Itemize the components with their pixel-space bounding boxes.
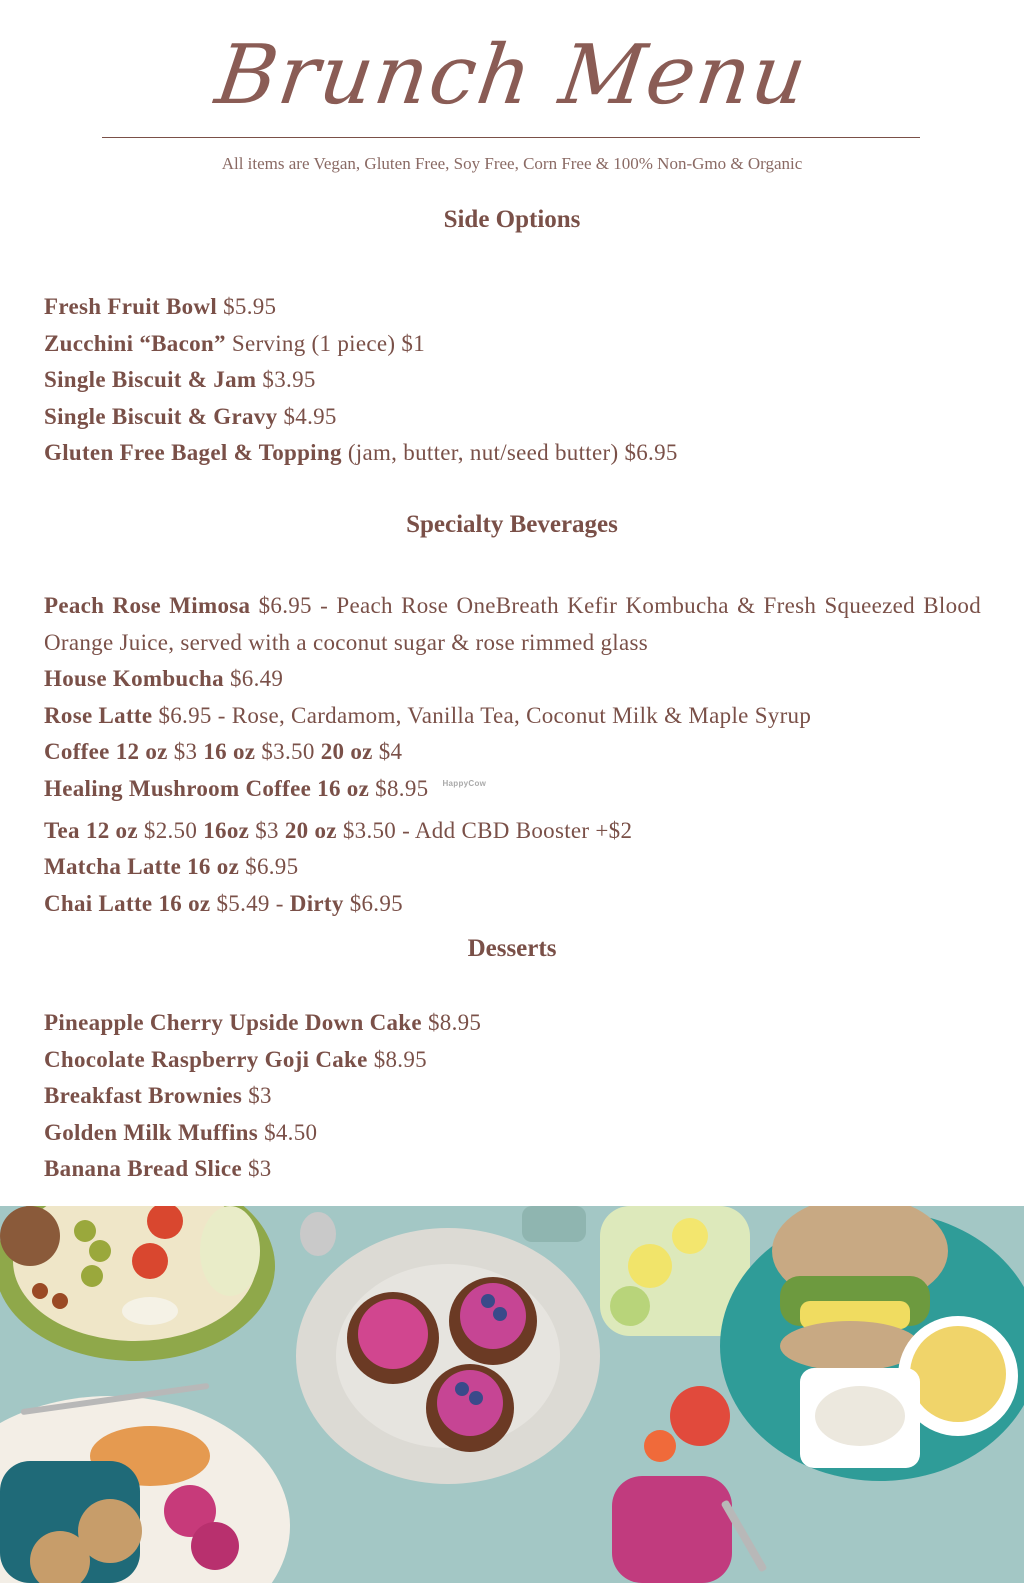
item-detail: $3.50: [255, 739, 321, 765]
item-name: Fresh Fruit Bowl: [44, 294, 218, 319]
item-detail: $3: [242, 1083, 272, 1109]
item-detail: $3.50 - Add CBD Booster +$2: [336, 817, 633, 843]
menu-item: [44, 1078, 981, 1115]
menu-item: [44, 698, 981, 735]
item-detail: $6.95 - Peach Rose OneBreath Kefir Kombucha & Fresh Squeezed Blood Orange Juice, served with a coconut sugar & rose rimmed glass: [44, 593, 981, 655]
menu-item: [44, 1005, 981, 1042]
item-detail: $4.95: [277, 403, 337, 429]
food-photo: [0, 1206, 1024, 1583]
item-name: Rose Latte: [44, 702, 153, 728]
watermark: HappyCow: [442, 778, 487, 788]
menu-item: [44, 1115, 981, 1152]
menu-item: [44, 849, 981, 886]
item-detail: $8.95: [369, 775, 429, 801]
item-name: 20 oz: [284, 817, 337, 843]
item-name: Chai Latte 16 oz: [44, 890, 211, 916]
beverages-list: [44, 588, 981, 922]
item-name: Matcha Latte 16 oz: [44, 854, 240, 880]
item-detail: $5.49 -: [210, 890, 290, 916]
item-name: Healing Mushroom Coffee 16 oz: [44, 775, 370, 801]
desserts-list: [44, 1005, 981, 1188]
item-name: Tea 12 oz: [44, 817, 138, 843]
menu-item: [44, 1151, 981, 1188]
smoothie-jar: [612, 1476, 732, 1583]
menu-item: [44, 399, 981, 436]
food-photo-illustration: [0, 1206, 1024, 1583]
item-detail: $3: [167, 739, 204, 765]
item-name: 20 oz: [320, 739, 373, 765]
item-name: House Kombucha: [44, 666, 224, 692]
menu-item: [44, 588, 981, 661]
side-options-list: [44, 289, 981, 472]
menu-title: Brunch Menu: [210, 28, 814, 123]
item-detail: $6.95: [343, 890, 403, 916]
item-name: Gluten Free Bagel & Topping: [44, 440, 342, 466]
item-detail: $4: [372, 739, 403, 765]
item-name: Golden Milk Muffins: [44, 1119, 259, 1145]
item-detail: $4.50: [258, 1119, 318, 1145]
item-name: Breakfast Brownies: [44, 1083, 243, 1109]
menu-item: [44, 734, 981, 771]
item-name: Dirty: [289, 890, 344, 916]
dietary-subtitle: All items are Vegan, Gluten Free, Soy Free, Corn Free & 100% Non-Gmo & Organic: [221, 154, 803, 173]
item-name: Chocolate Raspberry Goji Cake: [44, 1046, 368, 1072]
item-name: Coffee 12 oz: [44, 739, 168, 765]
item-name: Single Biscuit & Jam: [44, 367, 257, 393]
item-name: 16oz: [203, 817, 250, 843]
menu-item: [44, 771, 981, 813]
item-name: Pineapple Cherry Upside Down Cake: [44, 1010, 422, 1035]
menu-item: [44, 435, 981, 472]
item-detail: $3: [241, 1156, 272, 1182]
menu-item: [44, 886, 981, 923]
item-name: Peach Rose Mimosa: [44, 593, 251, 618]
item-detail: $8.95: [367, 1046, 427, 1072]
item-detail: (jam, butter, nut/seed butter) $6.95: [341, 440, 678, 466]
item-detail: $6.95 - Rose, Cardamom, Vanilla Tea, Coconut Milk & Maple Syrup: [152, 702, 812, 728]
section-heading-side-options: Side Options: [443, 206, 581, 233]
menu-item: [44, 1042, 981, 1079]
menu-item: [44, 362, 981, 399]
item-detail: $3: [249, 817, 285, 843]
item-name: Zucchini “Bacon”: [44, 330, 226, 356]
item-name: Banana Bread Slice: [44, 1156, 242, 1182]
item-name: Single Biscuit & Gravy: [44, 403, 278, 429]
item-detail: Serving (1 piece) $1: [225, 330, 425, 356]
menu-item: [44, 289, 981, 326]
item-detail: $3.95: [256, 367, 316, 393]
menu-item: [44, 813, 981, 850]
item-detail: $2.50: [137, 817, 204, 843]
title-divider: [102, 137, 920, 138]
section-heading-beverages: Specialty Beverages: [406, 511, 618, 538]
section-heading-desserts: Desserts: [467, 935, 557, 962]
item-detail: $8.95: [421, 1010, 482, 1035]
menu-item: [44, 326, 981, 363]
menu-item: [44, 661, 981, 698]
item-detail: $5.95: [217, 294, 277, 319]
item-name: 16 oz: [203, 739, 256, 765]
item-detail: $6.95: [239, 854, 299, 880]
item-detail: $6.49: [223, 666, 284, 692]
